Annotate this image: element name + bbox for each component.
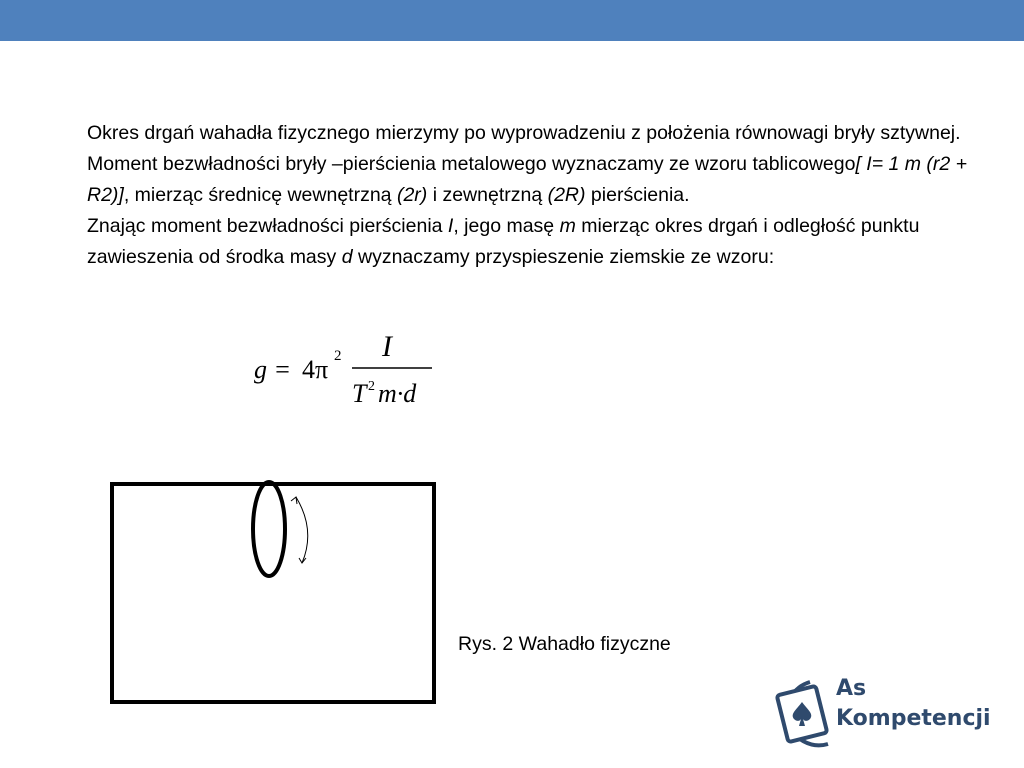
formula-numerator: I	[382, 330, 392, 363]
logo-line-as: As	[836, 676, 867, 701]
logo-line-kompetencji: Kompetencji	[836, 706, 991, 731]
formula-lhs: g =	[254, 355, 292, 384]
formula-den-t: T	[352, 379, 367, 408]
paragraph-gravity: Znając moment bezwładności pierścienia I, jego masę m mierząc okres drgań i odległość punktu zawieszenia od środka masy d wyznaczamy przyspieszenie ziemskie ze wzoru:	[87, 215, 920, 268]
formula-den-rest: m·d	[378, 379, 417, 408]
header-bar	[0, 0, 1024, 41]
swing-arrow	[296, 497, 308, 563]
gravity-formula	[250, 328, 450, 408]
figure-frame	[112, 484, 434, 702]
formula-exponent: 2	[334, 348, 342, 364]
body-text	[87, 118, 982, 273]
arrow-head-top	[291, 497, 297, 504]
pendulum-figure	[100, 475, 445, 710]
formula-coefficient: 4π	[302, 355, 329, 384]
ring-pendulum	[253, 482, 285, 576]
formula-den-exp: 2	[368, 379, 375, 394]
figure-caption: Rys. 2 Wahadło fizyczne	[458, 633, 671, 655]
paragraph-ring-moment: Okres drgań wahadła fizycznego mierzymy po wyprowadzeniu z położenia równowagi bryły sztywnej. Moment bezwładności bryły –pierścienia metalowego wyznaczamy ze wzoru tablicowego[ I= 1 m (r2 + R2)], mierząc średnicę wewnętrzną (2r) i zewnętrzną (2R) pierścienia.	[87, 122, 968, 206]
logo-wordmark	[836, 674, 991, 734]
